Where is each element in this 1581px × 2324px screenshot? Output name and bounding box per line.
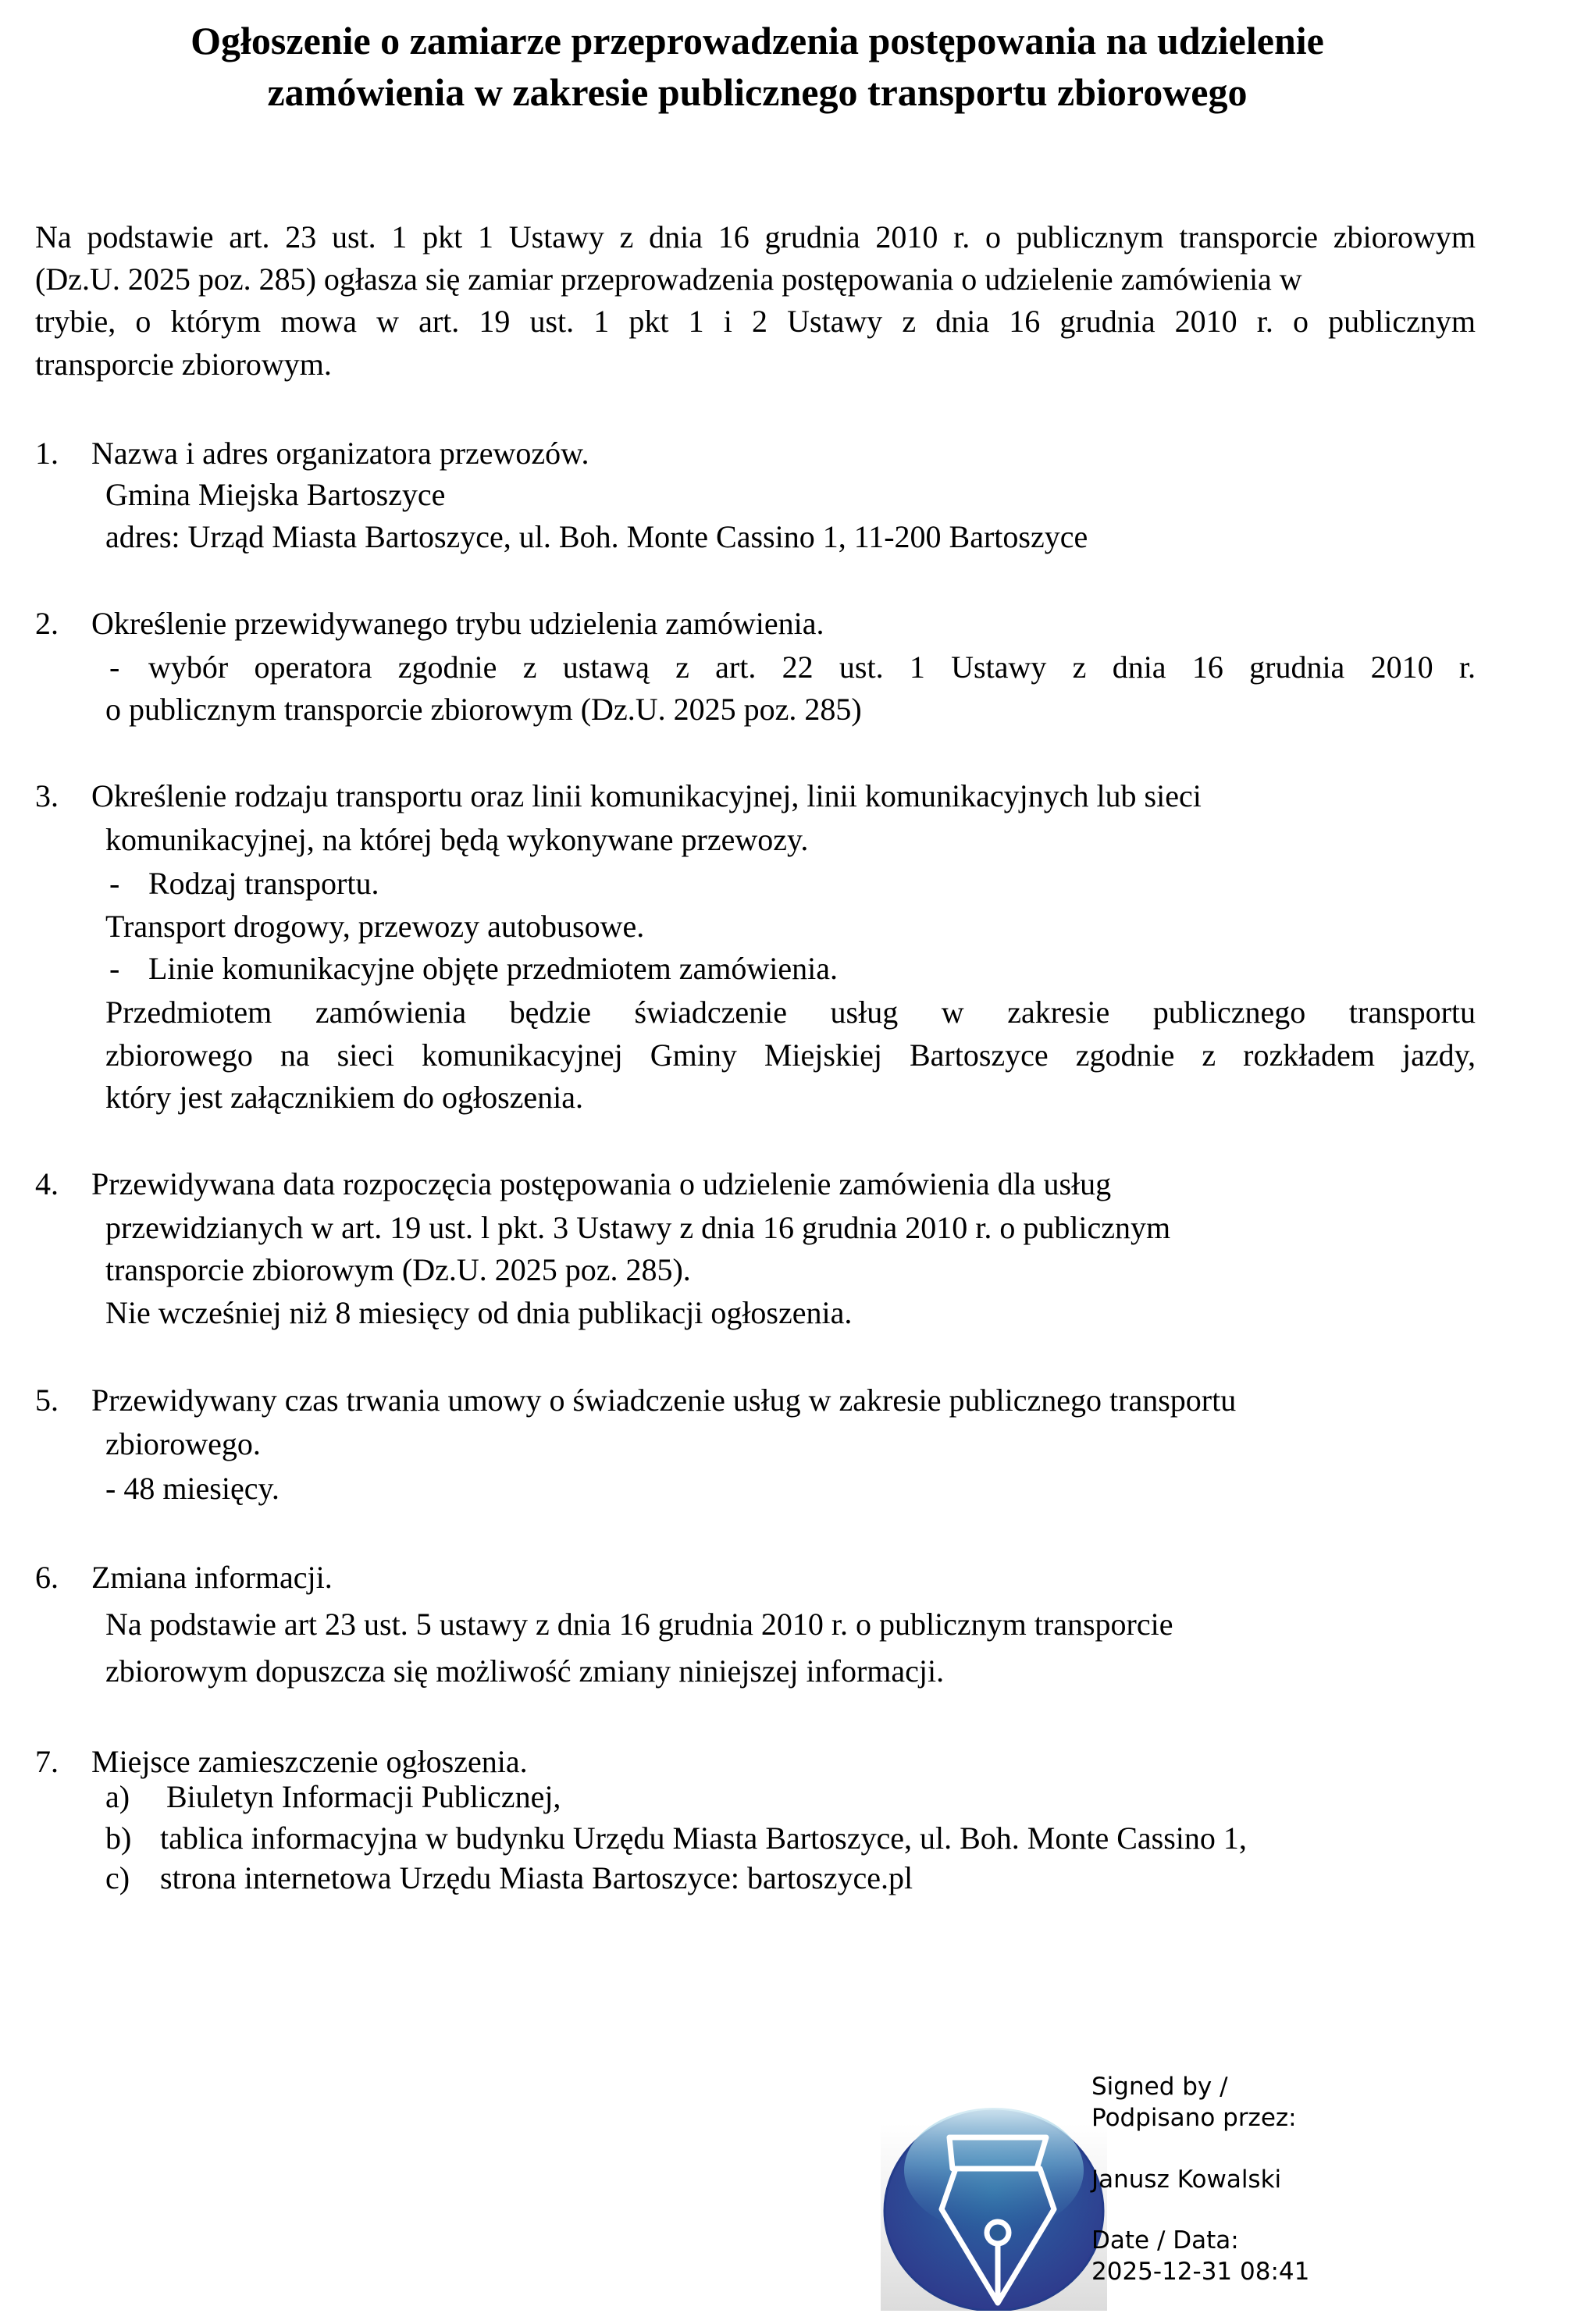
section-5-number: 5. xyxy=(35,1383,59,1418)
intro-word: dnia xyxy=(649,219,703,254)
section-6-heading: Zmiana informacji. xyxy=(91,1560,333,1595)
intro-word: z xyxy=(619,219,634,254)
section-7-heading: Miejsce zamieszczenie ogłoszenia. xyxy=(91,1744,528,1779)
section-5-line-1: zbiorowego. xyxy=(105,1426,261,1461)
section-3-dash-1: - xyxy=(109,866,120,901)
intro-word: pkt xyxy=(422,219,463,254)
section-7-item-b-text: tablica informacyjna w budynku Urzędu Miasta Bartoszyce, ul. Boh. Monte Cassino 1, xyxy=(160,1820,1247,1856)
section-2-dash-text: wybór operatora zgodnie z ustawą z art. 22 ust. 1 Ustawy z dnia 16 grudnia 2010 r. xyxy=(148,650,1476,685)
document-title-line-1: Ogłoszenie o zamiarze przeprowadzenia postępowania na udzielenie xyxy=(191,19,1324,62)
section-7-item-c-marker: c) xyxy=(105,1860,130,1895)
intro-line-4: transporcie zbiorowym. xyxy=(35,347,332,382)
intro-line-3: trybie, o którym mowa w art. 19 ust. 1 pkt 1 i 2 Ustawy z dnia 16 grudnia 2010 r. o publicznym xyxy=(35,304,1476,339)
section-7-item-b-marker: b) xyxy=(105,1820,132,1856)
intro-word: publicznym xyxy=(1016,219,1164,254)
section-5-heading: Przewidywany czas trwania umowy o świadczenie usług w zakresie publicznego transportu xyxy=(91,1383,1237,1418)
signature-seal xyxy=(881,2077,1107,2311)
intro-word: art. xyxy=(229,219,270,254)
section-4-line-2: transporcie zbiorowym (Dz.U. 2025 poz. 285). xyxy=(105,1252,691,1287)
intro-word: 1 xyxy=(477,219,493,254)
intro-word: r. xyxy=(953,219,970,254)
intro-word: Na xyxy=(35,219,72,254)
section-4-line-1: przewidzianych w art. 19 ust. l pkt. 3 Ustawy z dnia 16 grudnia 2010 r. o publicznym xyxy=(105,1210,1171,1245)
intro-word: podstawie xyxy=(87,219,214,254)
section-6-number: 6. xyxy=(35,1560,59,1595)
signed-by-label: Signed by / xyxy=(1091,2073,1228,2101)
section-7-item-a-text: Biuletyn Informacji Publicznej, xyxy=(166,1779,561,1814)
intro-line-2: (Dz.U. 2025 poz. 285) ogłasza się zamiar przeprowadzenia postępowania o udzielenie zamówienia w xyxy=(35,262,1302,297)
signer-name: Janusz Kowalski xyxy=(1091,2166,1282,2194)
signed-by-label-pl: Podpisano przez: xyxy=(1091,2104,1297,2132)
intro-word: 1 xyxy=(391,219,408,254)
section-7-number: 7. xyxy=(35,1744,59,1779)
section-1-heading: Nazwa i adres organizatora przewozów. xyxy=(91,436,589,471)
section-3-dash-2: - xyxy=(109,951,120,986)
section-2-continuation: o publicznym transporcie zbiorowym (Dz.U. 2025 poz. 285) xyxy=(105,692,862,727)
section-3-sub2-line-1: Przedmiotem zamówienia będzie świadczenie usług w zakresie publicznego transportu xyxy=(105,995,1476,1030)
section-4-line-3: Nie wcześniej niż 8 miesięcy od dnia publikacji ogłoszenia. xyxy=(105,1295,853,1330)
intro-word: ust. xyxy=(331,219,376,254)
section-2-number: 2. xyxy=(35,606,59,641)
fountain-pen-nib-icon xyxy=(881,2077,1107,2311)
section-3-number: 3. xyxy=(35,778,59,813)
section-6-line-1: Na podstawie art 23 ust. 5 ustawy z dnia 16 grudnia 2010 r. o publicznym transporcie xyxy=(105,1607,1173,1642)
intro-word: 23 xyxy=(285,219,317,254)
section-3-sub1-label: Rodzaj transportu. xyxy=(148,866,379,901)
section-7-item-a-marker: a) xyxy=(105,1779,130,1814)
intro-word: Ustawy xyxy=(508,219,604,254)
section-3-heading: Określenie rodzaju transportu oraz linii komunikacyjnej, linii komunikacyjnych lub sieci xyxy=(91,778,1202,813)
intro-line-1 xyxy=(35,219,1476,256)
section-6-line-2: zbiorowym dopuszcza się możliwość zmiany niniejszej informacji. xyxy=(105,1653,945,1689)
document-title-line-2: zamówienia w zakresie publicznego transportu zbiorowego xyxy=(267,70,1248,114)
section-5-duration: - 48 miesięcy. xyxy=(105,1471,280,1506)
section-3-sub1-text: Transport drogowy, przewozy autobusowe. xyxy=(105,909,645,944)
date-label: Date / Data: xyxy=(1091,2226,1239,2255)
section-7-item-c-text: strona internetowa Urzędu Miasta Bartoszyce: bartoszyce.pl xyxy=(160,1860,913,1895)
section-3-sub2-line-2: zbiorowego na sieci komunikacyjnej Gminy Miejskiej Bartoszyce zgodnie z rozkładem jazdy, xyxy=(105,1037,1476,1073)
section-3-sub2-line-3: który jest załącznikiem do ogłoszenia. xyxy=(105,1080,584,1115)
intro-word: zbiorowym xyxy=(1333,219,1476,254)
section-2-heading: Określenie przewidywanego trybu udzielenia zamówienia. xyxy=(91,606,824,641)
section-4-heading: Przewidywana data rozpoczęcia postępowania o udzielenie zamówienia dla usług xyxy=(91,1166,1112,1201)
intro-word: 16 xyxy=(718,219,750,254)
section-2-dash: - xyxy=(109,650,120,685)
section-1-number: 1. xyxy=(35,436,59,471)
section-4-number: 4. xyxy=(35,1166,59,1201)
section-3-heading-continuation: komunikacyjnej, na której będą wykonywane przewozy. xyxy=(105,822,809,857)
signature-date: 2025-12-31 08:41 xyxy=(1091,2258,1310,2286)
intro-word: grudnia xyxy=(764,219,860,254)
intro-word: transporcie xyxy=(1179,219,1319,254)
intro-word: o xyxy=(985,219,1002,254)
section-1-organizer-name: Gmina Miejska Bartoszyce xyxy=(105,477,446,512)
section-3-sub2-label: Linie komunikacyjne objęte przedmiotem zamówienia. xyxy=(148,951,839,986)
intro-word: 2010 xyxy=(875,219,938,254)
section-1-organizer-address: adres: Urząd Miasta Bartoszyce, ul. Boh. Monte Cassino 1, 11-200 Bartoszyce xyxy=(105,519,1088,554)
